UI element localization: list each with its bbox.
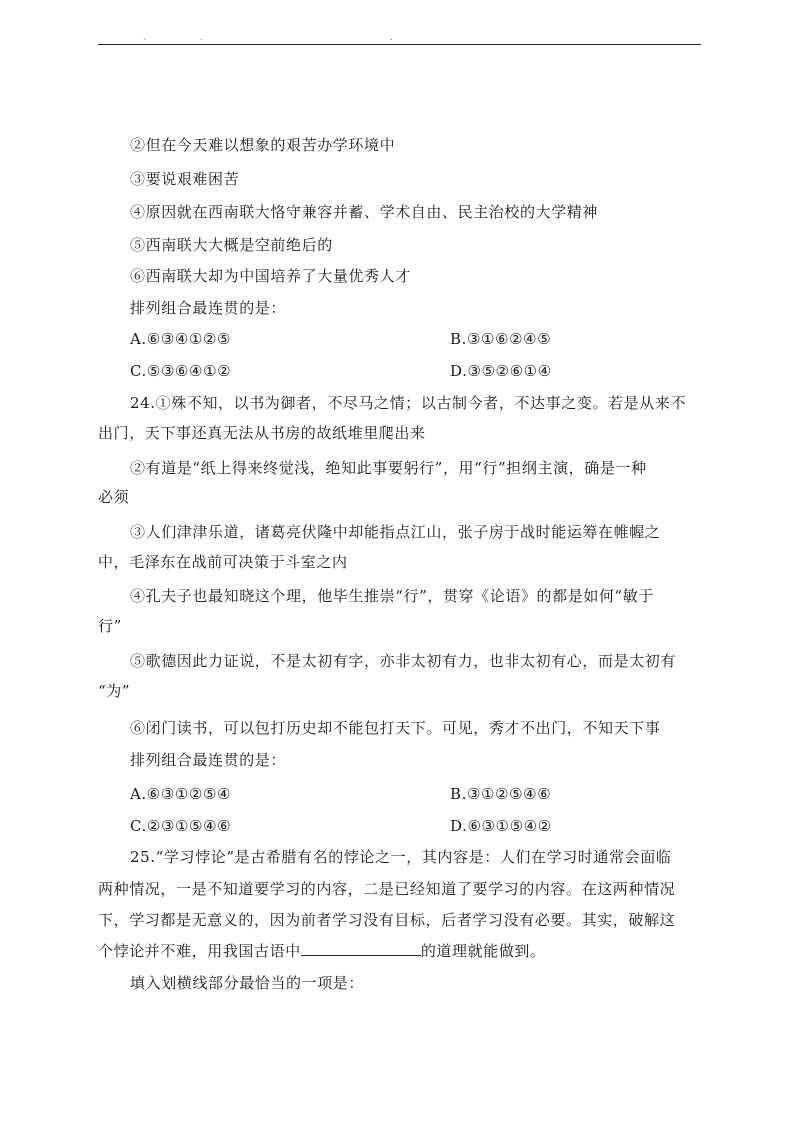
q23-item-4: ④原因就在西南联大恪守兼容并蓄、学术自由、民主治校的大学精神 (130, 203, 599, 221)
q24-option-b: B.③①②⑤④⑥ (450, 785, 552, 803)
q24-line: ⑥闭门读书，可以包打历史却不能包打天下。可见，秀才不出门，不知天下事 (130, 719, 661, 737)
q23-prompt: 排列组合最连贯的是： (130, 299, 287, 317)
q25-line: 25.“学习悖论”是古希腊有名的悖论之一，其内容是：人们在学习时通常会面临 (130, 848, 672, 866)
q23-item-3: ③要说艰难困苦 (130, 170, 240, 188)
header-rule (98, 44, 701, 45)
q25-line: 下，学习都是无意义的，因为前者学习没有目标，后者学习没有必要。其实，破解这 (98, 911, 676, 929)
q24-prompt: 排列组合最连贯的是： (130, 751, 287, 769)
q23-item-6: ⑥西南联大却为中国培养了大量优秀人才 (130, 267, 411, 285)
q25-text-after-blank: 的道理就能做到。 (420, 942, 546, 960)
q24-option-c: C.②③①⑤④⑥ (130, 817, 232, 835)
q25-prompt: 填入划横线部分最恰当的一项是： (130, 974, 365, 992)
q25-text-before-blank: 个悖论并不难，用我国古语中 (98, 942, 301, 960)
q23-item-5: ⑤西南联大大概是空前绝后的 (130, 236, 333, 254)
q24-line: 出门，天下事还真无法从书房的故纸堆里爬出来 (98, 424, 426, 442)
q24-line: “为” (98, 682, 131, 700)
q24-line: ③人们津津乐道，诸葛亮伏隆中却能指点江山，张子房于战时能运筹在帷幄之 (130, 523, 661, 541)
q24-line: 中，毛泽东在战前可决策于斗室之内 (98, 553, 348, 571)
q24-line: ④孔夫子也最知晓这个理，他毕生推崇“行”，贯穿《论语》的都是如何“敏于 (130, 587, 655, 605)
q24-line: ⑤歌德因此力证说，不是太初有字，亦非太初有力，也非太初有心，而是太初有 (130, 652, 677, 670)
q24-line: 24.①殊不知，以书为御者，不尽马之情；以古制今者，不达事之变。若是从来不 (130, 394, 687, 412)
answer-blank (301, 942, 421, 956)
q24-option-d: D.⑥③①⑤④② (450, 817, 552, 835)
q24-line: ②有道是“纸上得来终觉浅，绝知此事要躬行”，用“行”担纲主演，确是一种 (130, 459, 647, 477)
q24-line: 行” (98, 617, 122, 635)
q23-option-d: D.③⑤②⑥①④ (450, 362, 552, 380)
q25-line-with-blank (98, 942, 546, 960)
q23-option-c: C.⑤③⑥④①② (130, 362, 232, 380)
q23-option-a: A.⑥③④①②⑤ (130, 330, 232, 348)
q25-line: 两种情况，一是不知道要学习的内容，二是已经知道了要学习的内容。在这两种情况 (98, 880, 676, 898)
q23-option-b: B.③①⑥②④⑤ (450, 330, 552, 348)
header-dot: . (200, 33, 203, 42)
q23-item-2: ②但在今天难以想象的艰苦办学环境中 (130, 136, 396, 154)
q24-option-a: A.⑥③①②⑤④ (130, 785, 232, 803)
header-dot: . (390, 33, 393, 42)
q24-line: 必须 (98, 488, 130, 506)
header-dot: . (143, 33, 146, 42)
